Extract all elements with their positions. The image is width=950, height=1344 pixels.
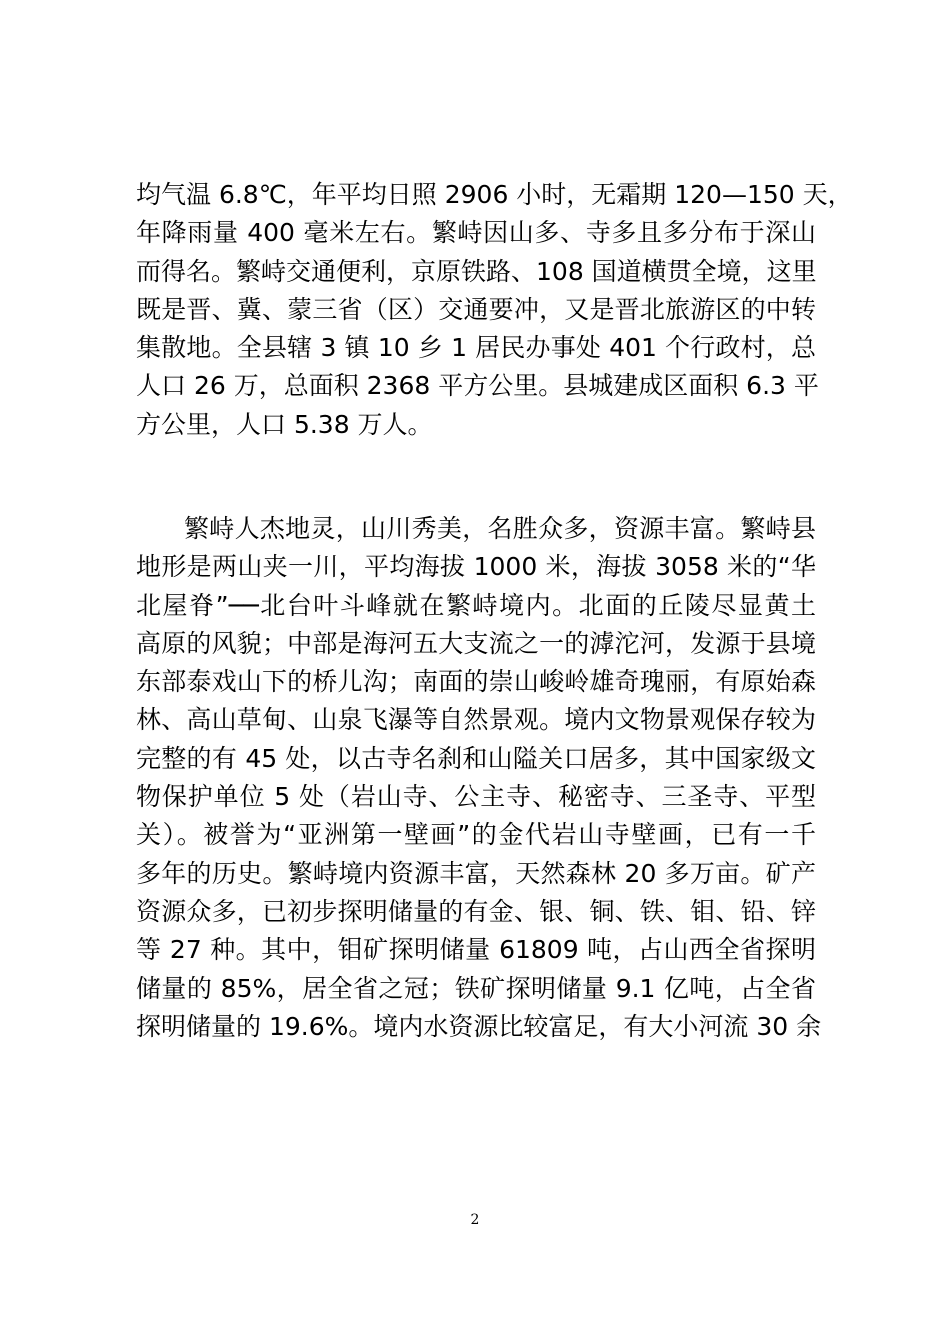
paragraph-line: 东部泰戏山下的桥儿沟；南面的崇山峻岭雄奇瑰丽，有原始森 (136, 667, 816, 697)
paragraph-line: 均气温 6.8℃，年平均日照 2906 小时，无霜期 120—150 天， (136, 180, 853, 209)
paragraph-line: 北屋脊”──北台叶斗峰就在繁峙境内。北面的丘陵尽显黄土 (136, 590, 816, 620)
paragraph-line: 年降雨量 400 毫米左右。繁峙因山多、寺多且多分布于深山 (136, 218, 816, 248)
paragraph-2 (136, 510, 822, 1046)
paragraph-line: 关）。被誉为“亚洲第一壁画”的金代岩山寺壁画，已有一千 (136, 820, 816, 850)
paragraph-line: 等 27 种。其中，钼矿探明储量 61809 吨，占山西全省探明 (136, 935, 816, 965)
paragraph-line: 地形是两山夹一川，平均海拔 1000 米，海拔 3058 米的“华 (136, 552, 816, 582)
paragraph-line: 多年的历史。繁峙境内资源丰富，天然森林 20 多万亩。矿产 (136, 858, 816, 888)
paragraph-line: 人口 26 万，总面积 2368 平方公里。县城建成区面积 6.3 平 (136, 371, 819, 401)
paragraph-line: 方公里，人口 5.38 万人。 (136, 409, 433, 439)
paragraph-line: 繁峙人杰地灵，山川秀美，名胜众多，资源丰富。繁峙县 (184, 514, 816, 543)
paragraph-line: 完整的有 45 处，以古寺名刹和山隘关口居多，其中国家级文 (136, 743, 816, 773)
paragraph-line: 物保护单位 5 处（岩山寺、公主寺、秘密寺、三圣寺、平型 (136, 782, 816, 812)
paragraph-line: 资源众多，已初步探明储量的有金、银、铜、铁、钼、铅、锌 (136, 896, 816, 926)
page-number: 2 (470, 1212, 480, 1228)
paragraph-line: 探明储量的 19.6%。境内水资源比较富足，有大小河流 30 余 (136, 1011, 822, 1041)
paragraph-line: 储量的 85%，居全省之冠；铁矿探明储量 9.1 亿吨，占全省 (136, 973, 816, 1003)
paragraph-line: 而得名。繁峙交通便利，京原铁路、108 国道横贯全境，这里 (136, 256, 817, 286)
paragraph-line: 林、高山草甸、山泉飞瀑等自然景观。境内文物景观保存较为 (136, 705, 816, 735)
paragraph-1 (136, 176, 853, 444)
paragraph-line: 既是晋、冀、蒙三省（区）交通要冲，又是晋北旅游区的中转 (136, 294, 816, 324)
paragraph-line: 高原的风貌；中部是海河五大支流之一的滹沱河，发源于县境 (136, 628, 816, 658)
paragraph-line: 集散地。全县辖 3 镇 10 乡 1 居民办事处 401 个行政村，总 (136, 333, 816, 363)
